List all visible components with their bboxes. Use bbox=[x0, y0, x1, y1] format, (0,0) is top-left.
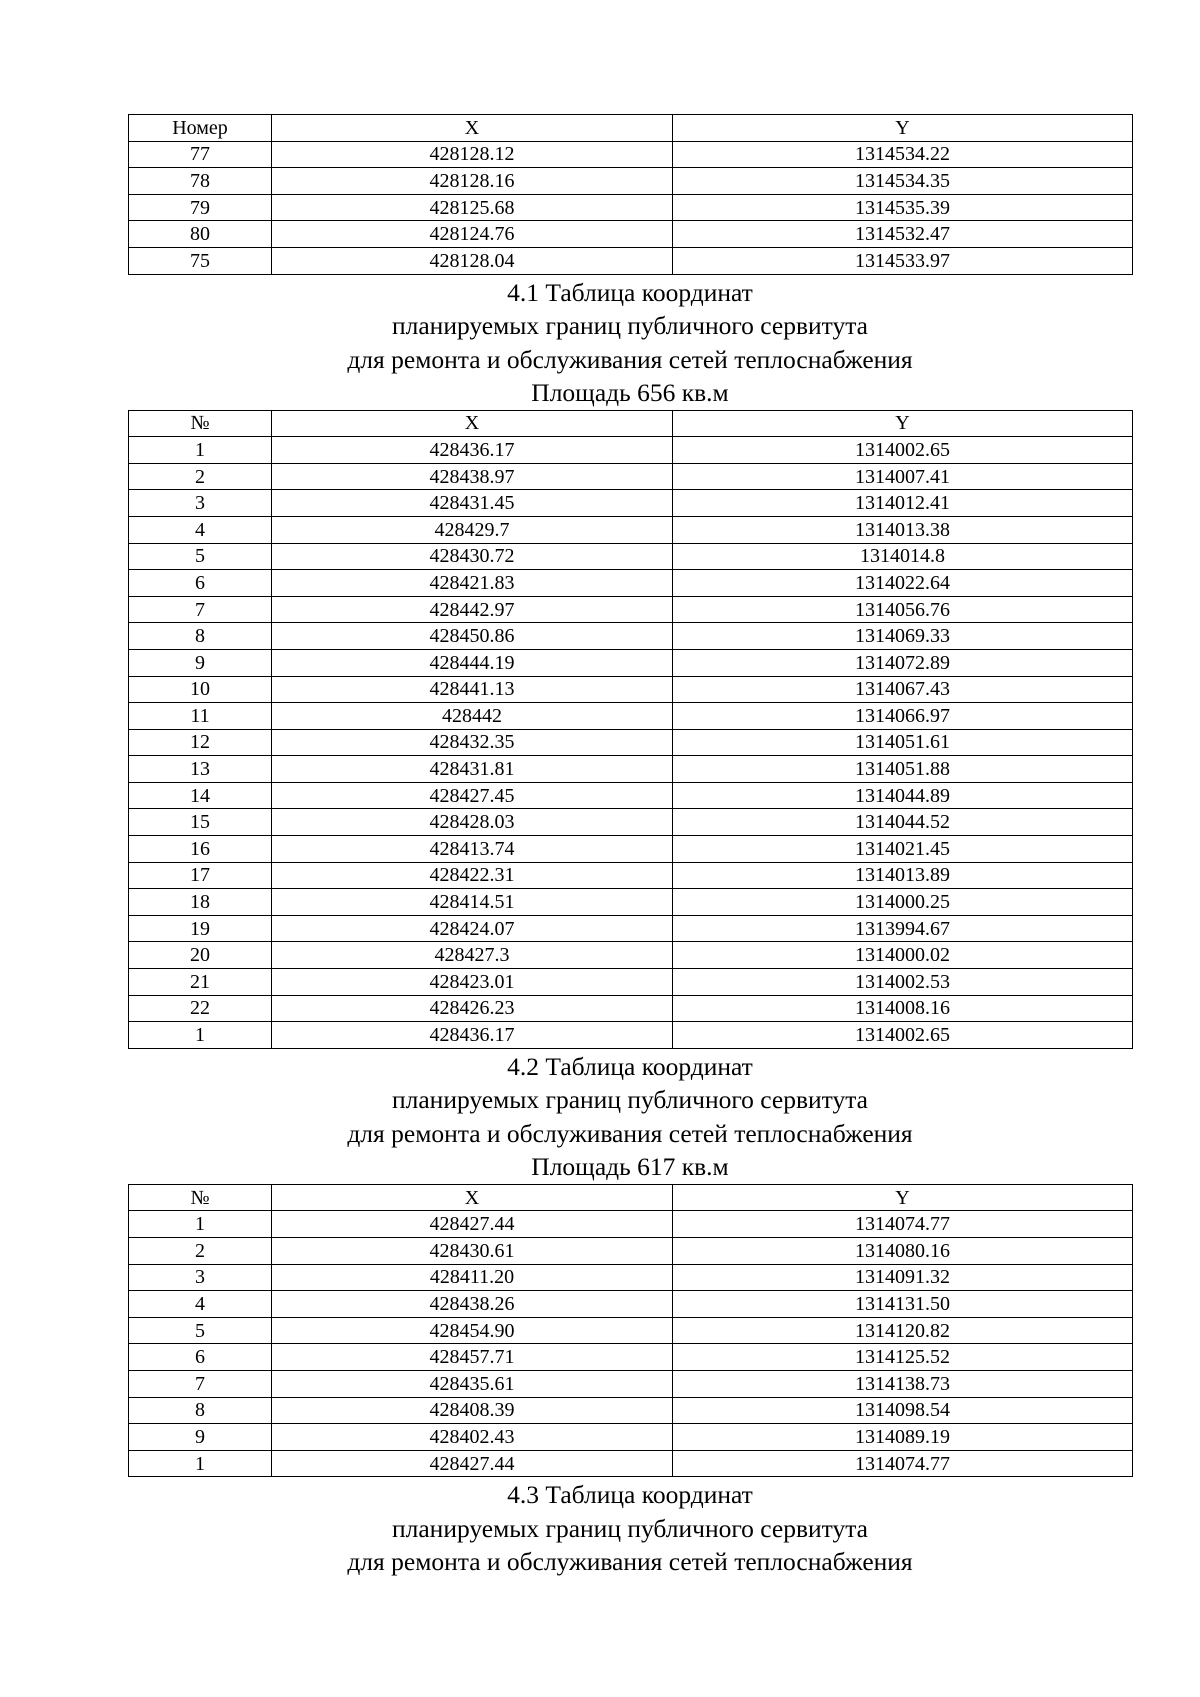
cell-number: 2 bbox=[129, 463, 272, 490]
header-x: X bbox=[272, 115, 673, 142]
cell-number: 6 bbox=[129, 570, 272, 597]
header-number: Номер bbox=[129, 115, 272, 142]
cell-x: 428124.76 bbox=[272, 221, 673, 248]
cell-y: 1314008.16 bbox=[673, 995, 1133, 1022]
header-y: Y bbox=[673, 1184, 1133, 1211]
cell-number: 3 bbox=[129, 490, 272, 517]
cell-y: 1314013.89 bbox=[673, 862, 1133, 889]
cell-number: 13 bbox=[129, 756, 272, 783]
table-row bbox=[129, 141, 1133, 168]
cell-number: 21 bbox=[129, 969, 272, 996]
cell-y: 1314535.39 bbox=[673, 194, 1133, 221]
cell-number: 20 bbox=[129, 942, 272, 969]
table-row bbox=[129, 490, 1133, 517]
table-body bbox=[129, 141, 1133, 274]
cell-x: 428454.90 bbox=[272, 1317, 673, 1344]
cell-number: 16 bbox=[129, 836, 272, 863]
cell-number: 7 bbox=[129, 1370, 272, 1397]
cell-y: 1314080.16 bbox=[673, 1238, 1133, 1265]
coordinates-table-4-1 bbox=[128, 410, 1133, 1049]
section-subtitle: планируемых границ публичного сервитута bbox=[391, 1513, 869, 1543]
cell-number: 1 bbox=[129, 1211, 272, 1238]
table-row bbox=[129, 1344, 1133, 1371]
cell-number: 80 bbox=[129, 221, 272, 248]
cell-y: 1314002.65 bbox=[673, 437, 1133, 464]
table-header-row bbox=[129, 1184, 1133, 1211]
cell-x: 428441.13 bbox=[272, 676, 673, 703]
cell-number: 19 bbox=[129, 915, 272, 942]
table-row bbox=[129, 862, 1133, 889]
cell-x: 428413.74 bbox=[272, 836, 673, 863]
cell-number: 1 bbox=[129, 1450, 272, 1477]
cell-y: 1314534.35 bbox=[673, 168, 1133, 195]
cell-y: 1313994.67 bbox=[673, 915, 1133, 942]
cell-y: 1314534.22 bbox=[673, 141, 1133, 168]
cell-y: 1314022.64 bbox=[673, 570, 1133, 597]
section-purpose: для ремонта и обслуживания сетей теплоснабжения bbox=[347, 344, 913, 374]
table-row bbox=[129, 168, 1133, 195]
table-row bbox=[129, 915, 1133, 942]
cell-y: 1314533.97 bbox=[673, 247, 1133, 274]
cell-y: 1314069.33 bbox=[673, 623, 1133, 650]
cell-x: 428428.03 bbox=[272, 809, 673, 836]
cell-number: 79 bbox=[129, 194, 272, 221]
cell-x: 428429.7 bbox=[272, 516, 673, 543]
cell-number: 11 bbox=[129, 703, 272, 730]
table-row bbox=[129, 836, 1133, 863]
cell-x: 428431.81 bbox=[272, 756, 673, 783]
cell-y: 1314125.52 bbox=[673, 1344, 1133, 1371]
section-subtitle: планируемых границ публичного сервитута bbox=[391, 311, 869, 341]
cell-x: 428423.01 bbox=[272, 969, 673, 996]
cell-number: 2 bbox=[129, 1238, 272, 1265]
cell-y: 1314091.32 bbox=[673, 1264, 1133, 1291]
cell-y: 1314098.54 bbox=[673, 1397, 1133, 1424]
table-row bbox=[129, 516, 1133, 543]
table-row bbox=[129, 809, 1133, 836]
table-row bbox=[129, 543, 1133, 570]
cell-y: 1314002.65 bbox=[673, 1022, 1133, 1049]
cell-x: 428421.83 bbox=[272, 570, 673, 597]
cell-y: 1314051.88 bbox=[673, 756, 1133, 783]
cell-y: 1314044.52 bbox=[673, 809, 1133, 836]
cell-number: 3 bbox=[129, 1264, 272, 1291]
cell-x: 428431.45 bbox=[272, 490, 673, 517]
cell-y: 1314000.02 bbox=[673, 942, 1133, 969]
table-body bbox=[129, 1211, 1133, 1477]
cell-y: 1314044.89 bbox=[673, 782, 1133, 809]
table-header-row bbox=[129, 410, 1133, 437]
cell-number: 78 bbox=[129, 168, 272, 195]
cell-x: 428128.04 bbox=[272, 247, 673, 274]
cell-x: 428411.20 bbox=[272, 1264, 673, 1291]
table-row bbox=[129, 1022, 1133, 1049]
cell-y: 1314532.47 bbox=[673, 221, 1133, 248]
cell-number: 10 bbox=[129, 676, 272, 703]
cell-y: 1314138.73 bbox=[673, 1370, 1133, 1397]
table-row bbox=[129, 1397, 1133, 1424]
table-row bbox=[129, 437, 1133, 464]
cell-y: 1314002.53 bbox=[673, 969, 1133, 996]
cell-y: 1314089.19 bbox=[673, 1424, 1133, 1451]
cell-number: 8 bbox=[129, 1397, 272, 1424]
cell-x: 428450.86 bbox=[272, 623, 673, 650]
cell-y: 1314072.89 bbox=[673, 649, 1133, 676]
cell-x: 428442.97 bbox=[272, 596, 673, 623]
section-title: 4.1 Таблица координат bbox=[507, 277, 753, 307]
table-row bbox=[129, 995, 1133, 1022]
table-row bbox=[129, 1317, 1133, 1344]
cell-number: 18 bbox=[129, 889, 272, 916]
cell-x: 428436.17 bbox=[272, 1022, 673, 1049]
section-caption-4-1 bbox=[128, 276, 1132, 410]
cell-number: 7 bbox=[129, 596, 272, 623]
cell-x: 428432.35 bbox=[272, 729, 673, 756]
cell-number: 15 bbox=[129, 809, 272, 836]
cell-y: 1314014.8 bbox=[673, 543, 1133, 570]
cell-x: 428402.43 bbox=[272, 1424, 673, 1451]
table-body bbox=[129, 437, 1133, 1049]
table-row bbox=[129, 969, 1133, 996]
section-purpose: для ремонта и обслуживания сетей теплоснабжения bbox=[347, 1547, 913, 1577]
section-title: 4.2 Таблица координат bbox=[507, 1051, 753, 1081]
header-number: № bbox=[129, 1184, 272, 1211]
cell-x: 428427.45 bbox=[272, 782, 673, 809]
cell-x: 428442 bbox=[272, 703, 673, 730]
cell-number: 22 bbox=[129, 995, 272, 1022]
cell-y: 1314120.82 bbox=[673, 1317, 1133, 1344]
table-row bbox=[129, 1238, 1133, 1265]
cell-x: 428125.68 bbox=[272, 194, 673, 221]
cell-x: 428438.26 bbox=[272, 1291, 673, 1318]
header-x: X bbox=[272, 410, 673, 437]
table-row bbox=[129, 756, 1133, 783]
cell-x: 428424.07 bbox=[272, 915, 673, 942]
table-row bbox=[129, 782, 1133, 809]
document-page bbox=[128, 114, 1132, 1579]
cell-number: 1 bbox=[129, 1022, 272, 1049]
table-row bbox=[129, 596, 1133, 623]
cell-x: 428444.19 bbox=[272, 649, 673, 676]
cell-number: 75 bbox=[129, 247, 272, 274]
cell-number: 12 bbox=[129, 729, 272, 756]
header-y: Y bbox=[673, 410, 1133, 437]
cell-y: 1314056.76 bbox=[673, 596, 1133, 623]
cell-x: 428427.44 bbox=[272, 1211, 673, 1238]
cell-number: 9 bbox=[129, 1424, 272, 1451]
table-row bbox=[129, 1370, 1133, 1397]
section-caption-4-2 bbox=[128, 1050, 1132, 1184]
coordinates-table-continued bbox=[128, 114, 1133, 275]
table-row bbox=[129, 703, 1133, 730]
cell-x: 428128.16 bbox=[272, 168, 673, 195]
cell-y: 1314074.77 bbox=[673, 1211, 1133, 1238]
cell-x: 428422.31 bbox=[272, 862, 673, 889]
table-row bbox=[129, 729, 1133, 756]
cell-x: 428430.61 bbox=[272, 1238, 673, 1265]
cell-x: 428414.51 bbox=[272, 889, 673, 916]
header-number: № bbox=[129, 410, 272, 437]
cell-x: 428430.72 bbox=[272, 543, 673, 570]
table-row bbox=[129, 1264, 1133, 1291]
table-row bbox=[129, 194, 1133, 221]
cell-y: 1314074.77 bbox=[673, 1450, 1133, 1477]
table-row bbox=[129, 1211, 1133, 1238]
table-row bbox=[129, 676, 1133, 703]
cell-y: 1314013.38 bbox=[673, 516, 1133, 543]
cell-x: 428408.39 bbox=[272, 1397, 673, 1424]
coordinates-table-4-2 bbox=[128, 1184, 1133, 1478]
table-row bbox=[129, 1424, 1133, 1451]
cell-number: 4 bbox=[129, 516, 272, 543]
table-row bbox=[129, 649, 1133, 676]
section-title: 4.3 Таблица координат bbox=[507, 1480, 753, 1510]
section-area: Площадь 617 кв.м bbox=[531, 1152, 729, 1182]
table-row bbox=[129, 889, 1133, 916]
cell-number: 1 bbox=[129, 437, 272, 464]
table-row bbox=[129, 623, 1133, 650]
cell-y: 1314051.61 bbox=[673, 729, 1133, 756]
cell-y: 1314067.43 bbox=[673, 676, 1133, 703]
cell-number: 17 bbox=[129, 862, 272, 889]
cell-number: 14 bbox=[129, 782, 272, 809]
cell-number: 77 bbox=[129, 141, 272, 168]
cell-x: 428436.17 bbox=[272, 437, 673, 464]
section-area: Площадь 656 кв.м bbox=[531, 378, 729, 408]
cell-x: 428435.61 bbox=[272, 1370, 673, 1397]
section-caption-4-3 bbox=[128, 1478, 1132, 1579]
cell-x: 428427.3 bbox=[272, 942, 673, 969]
cell-number: 4 bbox=[129, 1291, 272, 1318]
header-y: Y bbox=[673, 115, 1133, 142]
table-row bbox=[129, 942, 1133, 969]
table-row bbox=[129, 1291, 1133, 1318]
cell-x: 428128.12 bbox=[272, 141, 673, 168]
cell-number: 5 bbox=[129, 543, 272, 570]
cell-x: 428457.71 bbox=[272, 1344, 673, 1371]
cell-x: 428426.23 bbox=[272, 995, 673, 1022]
cell-x: 428438.97 bbox=[272, 463, 673, 490]
table-header-row bbox=[129, 115, 1133, 142]
table-row bbox=[129, 1450, 1133, 1477]
table-row bbox=[129, 463, 1133, 490]
cell-y: 1314066.97 bbox=[673, 703, 1133, 730]
section-subtitle: планируемых границ публичного сервитута bbox=[391, 1085, 869, 1115]
cell-y: 1314021.45 bbox=[673, 836, 1133, 863]
cell-y: 1314131.50 bbox=[673, 1291, 1133, 1318]
table-row bbox=[129, 570, 1133, 597]
cell-number: 9 bbox=[129, 649, 272, 676]
cell-y: 1314007.41 bbox=[673, 463, 1133, 490]
cell-number: 6 bbox=[129, 1344, 272, 1371]
section-purpose: для ремонта и обслуживания сетей теплоснабжения bbox=[347, 1118, 913, 1148]
cell-x: 428427.44 bbox=[272, 1450, 673, 1477]
cell-y: 1314012.41 bbox=[673, 490, 1133, 517]
cell-number: 8 bbox=[129, 623, 272, 650]
table-row bbox=[129, 247, 1133, 274]
cell-number: 5 bbox=[129, 1317, 272, 1344]
table-row bbox=[129, 221, 1133, 248]
header-x: X bbox=[272, 1184, 673, 1211]
cell-y: 1314000.25 bbox=[673, 889, 1133, 916]
